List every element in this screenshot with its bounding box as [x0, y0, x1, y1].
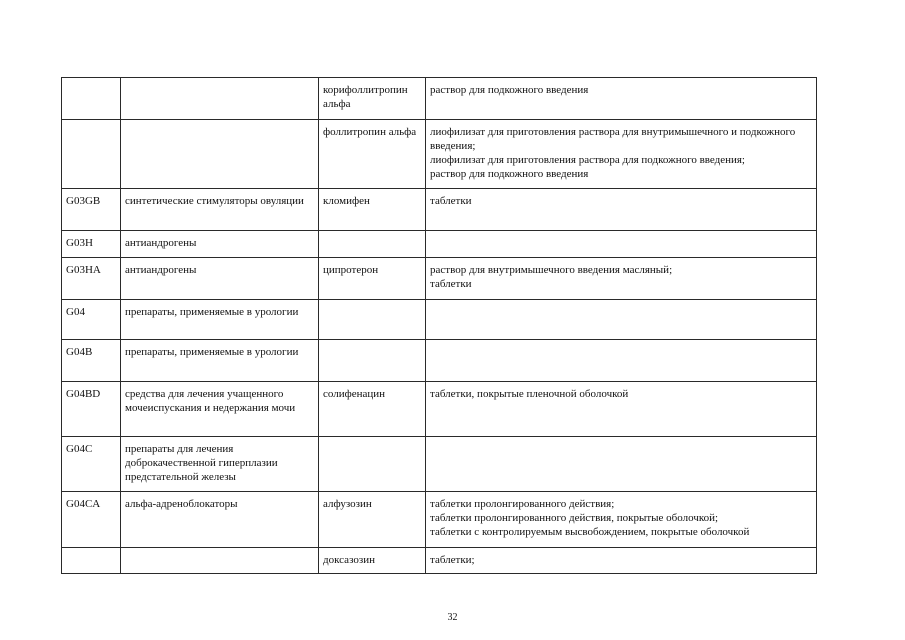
group-cell [121, 78, 319, 120]
dosage-form-cell [426, 300, 817, 340]
atc-code-cell: G03H [62, 231, 121, 258]
drug-name-cell: фоллитропин альфа [319, 120, 426, 189]
dosage-form-line: лиофилизат для приготовления раствора для подкожного введения; [430, 154, 745, 166]
drug-name-cell [319, 300, 426, 340]
group-cell: препараты для лечения доброкачественной гиперплазии предстательной железы [121, 437, 319, 492]
table-row [62, 231, 817, 258]
drug-name-cell: корифоллитропин альфа [319, 78, 426, 120]
atc-code-cell [62, 120, 121, 189]
dosage-form-line: таблетки, покрытые пленочной оболочкой [430, 388, 629, 400]
dosage-form-cell [426, 548, 817, 574]
dosage-form-cell [426, 189, 817, 231]
dosage-form-cell [426, 231, 817, 258]
drug-name-cell [319, 231, 426, 258]
dosage-form-line: раствор для внутримышечного введения масляный; [430, 264, 673, 276]
dosage-form-cell [426, 78, 817, 120]
group-cell [121, 120, 319, 189]
dosage-form-line: таблетки [430, 195, 472, 207]
dosage-form-cell [426, 437, 817, 492]
dosage-form-cell [426, 258, 817, 300]
atc-code-cell: G04B [62, 340, 121, 382]
atc-code-cell [62, 548, 121, 574]
drug-name-cell [319, 340, 426, 382]
table-row [62, 258, 817, 300]
dosage-form-line: таблетки; [430, 554, 475, 566]
group-cell: антиандрогены [121, 231, 319, 258]
drug-name-cell: кломифен [319, 189, 426, 231]
group-cell [121, 548, 319, 574]
atc-code-cell: G03HA [62, 258, 121, 300]
drug-table [61, 77, 817, 574]
group-cell: синтетические стимуляторы овуляции [121, 189, 319, 231]
drug-name-cell: доксазозин [319, 548, 426, 574]
dosage-form-line: таблетки [430, 278, 472, 290]
drug-name-cell: алфузозин [319, 492, 426, 548]
drug-name-cell: солифенацин [319, 382, 426, 437]
group-cell: препараты, применяемые в урологии [121, 300, 319, 340]
atc-code-cell: G04 [62, 300, 121, 340]
table-row [62, 78, 817, 120]
dosage-form-line: раствор для подкожного введения [430, 168, 589, 180]
dosage-form-line: таблетки с контролируемым высвобождением, покрытые оболочкой [430, 526, 750, 538]
group-cell: антиандрогены [121, 258, 319, 300]
table-row [62, 340, 817, 382]
table-row [62, 548, 817, 574]
drug-name-cell: ципротерон [319, 258, 426, 300]
table-row [62, 437, 817, 492]
table-row [62, 120, 817, 189]
table-row [62, 189, 817, 231]
atc-code-cell: G04CA [62, 492, 121, 548]
atc-code-cell [62, 78, 121, 120]
atc-code-cell: G04C [62, 437, 121, 492]
table-row [62, 300, 817, 340]
dosage-form-line: лиофилизат для приготовления раствора для внутримышечного и подкожного введения; [430, 126, 796, 152]
atc-code-cell: G04BD [62, 382, 121, 437]
group-cell: средства для лечения учащенного мочеиспускания и недержания мочи [121, 382, 319, 437]
dosage-form-cell [426, 382, 817, 437]
table-row [62, 382, 817, 437]
dosage-form-line: таблетки пролонгированного действия, покрытые оболочкой; [430, 512, 719, 524]
atc-code-cell: G03GB [62, 189, 121, 231]
dosage-form-line: таблетки пролонгированного действия; [430, 498, 615, 510]
group-cell: альфа-адреноблокаторы [121, 492, 319, 548]
page-number: 32 [447, 612, 458, 623]
dosage-form-line: раствор для подкожного введения [430, 84, 589, 96]
dosage-form-cell [426, 120, 817, 189]
dosage-form-cell [426, 340, 817, 382]
drug-name-cell [319, 437, 426, 492]
group-cell: препараты, применяемые в урологии [121, 340, 319, 382]
dosage-form-cell [426, 492, 817, 548]
table-row [62, 492, 817, 548]
